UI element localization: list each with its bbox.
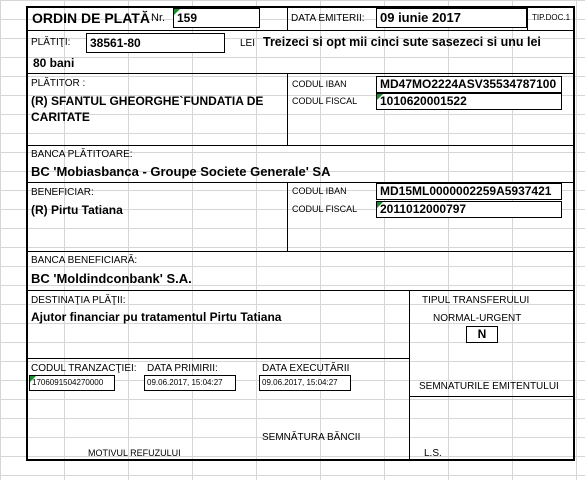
frame-right-border (573, 6, 575, 461)
currency-label: LEI (240, 38, 256, 49)
executed-label: DATA EXECUTĂRII (262, 363, 350, 374)
payer-name-line1: (R) SFANTUL GHEORGHE`FUNDATIA DE (31, 94, 264, 108)
payer-name-line2: CARITATE (31, 110, 90, 124)
header-divider-2 (527, 6, 528, 30)
beneficiary-bank-bottom-line (26, 290, 574, 291)
beneficiary-fiscal-field[interactable] (376, 201, 562, 218)
date-issued-label: DATA EMITERII: (291, 13, 365, 24)
ls-label: L.S. (424, 448, 442, 459)
beneficiary-bank-name: BC 'Moldindconbank' S.A. (31, 271, 192, 286)
purpose-text: Ajutor financiar pu tratamentul Pirtu Tatiana (31, 310, 282, 324)
beneficiary-fiscal-value: 2011012000797 (380, 202, 467, 216)
payer-iban-value: MD47MO2224ASV35534787100 (380, 77, 557, 91)
amount-field[interactable] (86, 33, 225, 53)
frame-left-border (26, 6, 28, 461)
transfer-type-value: NORMAL-URGENT (433, 313, 522, 324)
refusal-reason-label: MOTIVUL REFUZULUI (88, 448, 181, 458)
payer-fiscal-label: CODUL FISCAL (292, 96, 358, 106)
amount-words-line1: Treizeci si opt mii cinci sute sasezeci si unu lei (263, 35, 541, 49)
received-value: 09.06.2017, 15:04:27 (147, 378, 223, 387)
payer-bottom-line (26, 145, 574, 146)
payer-iban-label: CODUL IBAN (292, 79, 347, 89)
amount-value: 38561-80 (90, 36, 141, 50)
issuer-signatures-label: SEMNATURILE EMITENTULUI (419, 381, 559, 392)
payer-bank-label: BANCA PLĂTITOARE: (31, 149, 133, 160)
executed-value: 09.06.2017, 15:04:27 (262, 378, 338, 387)
amount-words-line2: 80 bani (33, 56, 75, 70)
beneficiary-fiscal-label: CODUL FISCAL (292, 204, 358, 214)
received-label: DATA PRIMIRII: (147, 363, 218, 374)
purpose-label: DESTINAŢIA PLĂŢII: (31, 295, 126, 306)
bank-signature-label: SEMNĂTURA BĂNCII (262, 432, 361, 443)
purpose-bottom-line (26, 358, 410, 359)
beneficiary-iban-field[interactable] (376, 183, 562, 200)
doc-type-label: TIP.DOC.1 (532, 13, 571, 22)
tx-code-label: CODUL TRANZACŢIEI: (31, 363, 137, 374)
payer-bank-name: BC 'Mobiasbanca - Groupe Societe Generale' SA (31, 164, 331, 179)
beneficiary-bottom-line (26, 251, 574, 252)
payer-label: PLĂTITOR : (31, 78, 86, 89)
beneficiary-label: BENEFICIAR: (31, 187, 94, 198)
date-issued-value: 09 iunie 2017 (380, 10, 461, 25)
transfer-type-code-value: N (477, 327, 487, 341)
payer-fiscal-value: 1010620001522 (380, 94, 467, 108)
transfer-divider (409, 290, 410, 460)
tx-code-field[interactable] (29, 375, 115, 391)
header-divider (287, 6, 288, 30)
number-label: Nr. (151, 12, 166, 24)
beneficiary-iban-label: CODUL IBAN (292, 186, 347, 196)
payer-divider (287, 73, 288, 145)
document-title: ORDIN DE PLATĂ (32, 10, 150, 26)
pay-label: PLĂTIŢI: (31, 37, 71, 48)
beneficiary-divider (287, 182, 288, 251)
number-value: 159 (177, 11, 198, 25)
beneficiary-name: (R) Pirtu Tatiana (31, 203, 123, 217)
date-issued-field[interactable] (376, 8, 527, 28)
payer-iban-field[interactable] (376, 76, 562, 93)
payment-bottom-line (26, 73, 574, 74)
beneficiary-bank-label: BANCA BENEFICIARĂ: (31, 255, 138, 266)
tx-code-value: 1706091504270000 (32, 378, 104, 387)
header-bottom-line (26, 30, 574, 31)
number-field[interactable] (173, 8, 260, 28)
payer-fiscal-field[interactable] (376, 93, 562, 110)
frame-bottom-border (26, 459, 575, 461)
executed-field[interactable] (259, 375, 351, 391)
transfer-type-code-field[interactable] (466, 326, 498, 343)
beneficiary-iban-value: MD15ML0000002259A5937421 (380, 184, 552, 198)
received-field[interactable] (144, 375, 236, 391)
transfer-type-label: TIPUL TRANSFERULUI (422, 295, 530, 306)
signatures-line (409, 396, 574, 397)
